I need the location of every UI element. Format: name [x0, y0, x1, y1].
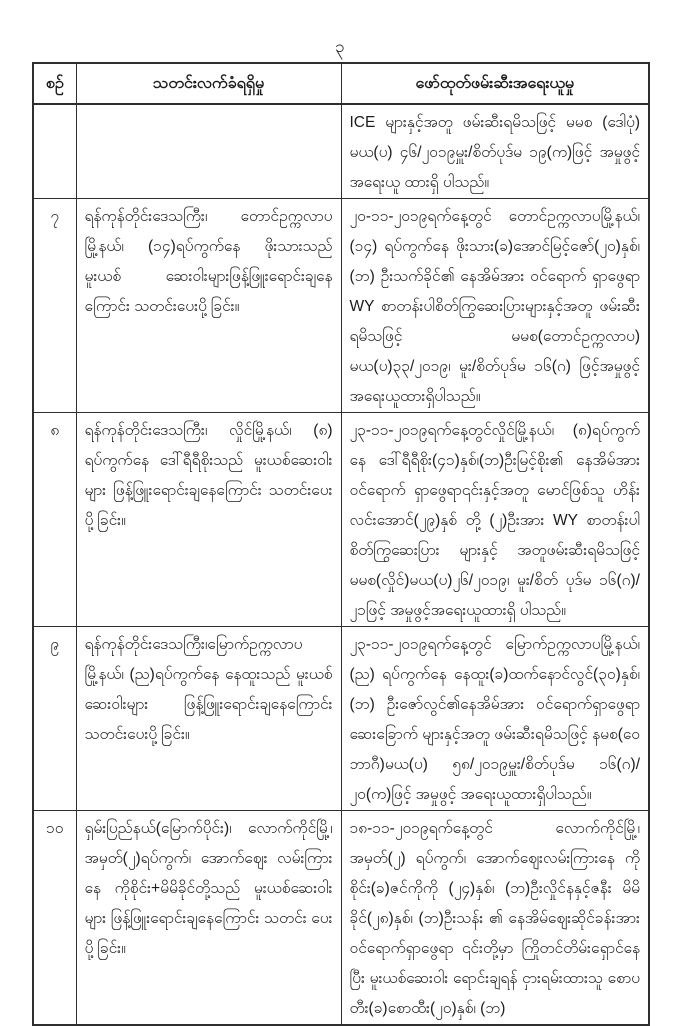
- news-received-cell: ရန်ကုန်တိုင်းဒေသကြီး၊ လှိုင်မြို့နယ်၊ (၈) ရပ်ကွက်နေ ဒေါ်ရီရီစိုးသည် မူးယစ်ဆေးဝါးများ ဖြန့်ဖြူးရောင်းချနေကြောင်း သတင်းပေးပို့ခြင်း။: [76, 413, 341, 627]
- serial-cell: ၇: [33, 199, 76, 413]
- column-header-serial: စဉ်: [33, 63, 76, 104]
- incident-report-table: [32, 62, 650, 1026]
- news-received-cell: ရန်ကုန်တိုင်းဒေသကြီး၊ တောင်ဥက္ကလာပ မြို့နယ်၊ (၁၄)ရပ်ကွက်နေ ဖိုးသားသည် မူးယစ် ဆေးဝါးများဖြန့်ဖြူးရောင်းချနေကြောင်း သတင်းပေးပို့ခြင်း။: [76, 199, 341, 413]
- column-header-action-taken: ဖော်ထုတ်ဖမ်းဆီးအရေးယူမှု: [341, 63, 649, 104]
- serial-cell: ၉: [33, 627, 76, 811]
- news-received-cell: ရှမ်းပြည်နယ်(မြောက်ပိုင်း)၊ လောက်ကိုင်မြို့၊ အမှတ်(၂)ရပ်ကွက်၊ အောက်ဈေး လမ်းကြား နေ ကိုစိုင်း+မိမိခိုင်တို့သည် မူးယစ်ဆေးဝါး များ ဖြန့်ဖြူးရောင်းချနေကြောင်း သတင်း ပေးပို့ခြင်း။: [76, 811, 341, 1026]
- news-received-cell: [76, 104, 341, 199]
- action-taken-cell: ၂၃-၁၁-၂၀၁၉ရက်နေ့တွင် မြောက်ဥက္ကလာပမြို့နယ်၊ (ည) ရပ်ကွက်နေ နေထူး(ခ)ထက်နောင်လွင်(၃၀)နှစ်၊ (ဘ) ဦးဇော်လွင်၏နေအိမ်အား ဝင်ရောက်ရှာဖွေရာ ဆေးခြောက် များနှင့်အတူ ဖမ်းဆီးရမိသဖြင့် နမစ(ဝေဘာဂီ)မယ(ပ) ၅၈/၂၀၁၉မှူး/စိတ်ပုဒ်မ ၁၆(ဂ)/၂၀(က)ဖြင့် အမှုဖွင့် အရေးယူထားရှိပါသည်။: [341, 627, 649, 811]
- serial-cell: ၈: [33, 413, 76, 627]
- table-row: [33, 627, 649, 811]
- action-taken-cell: ၂၃-၁၁-၂၀၁၉ရက်နေ့တွင်လှိုင်မြို့နယ်၊ (၈)ရပ်ကွက်နေ ဒေါ်ရီရီစိုး(၄၁)နှစ်၊(ဘ)ဦးမြင့်စိုး၏ နေအိမ်အား ဝင်ရောက် ရှာဖွေရာ၎င်းနှင့်အတူ မောင်ဖြစ်သူ ဟိန်းလင်းအောင်(၂၉)နှစ် တို့ (၂)ဦးအား WY စာတန်းပါ စိတ်ကြွဆေးပြား များနှင့် အတူဖမ်းဆီးရမိသဖြင့် မမစ(လှိုင်)မယ(ပ)၂၆/၂၀၁၉၊ မူး/စိတ် ပုဒ်မ ၁၆(ဂ)/၂၁ဖြင့် အမှုဖွင့်အရေးယူထားရှိ ပါသည်။: [341, 413, 649, 627]
- column-header-news-received: သတင်းလက်ခံရရှိမှု: [76, 63, 341, 104]
- table-row: [33, 104, 649, 199]
- table-row: [33, 413, 649, 627]
- serial-cell: ၁၀: [33, 811, 76, 1026]
- news-received-cell: ရန်ကုန်တိုင်းဒေသကြီး၊မြောက်ဥက္ကလာပ မြို့နယ်၊ (ည)ရပ်ကွက်နေ နေထူးသည် မူးယစ် ဆေးဝါးများ ဖြန့်ဖြူးရောင်းချနေကြောင်း သတင်းပေးပို့ခြင်း။: [76, 627, 341, 811]
- table-header-row: [33, 63, 649, 104]
- table-row: [33, 199, 649, 413]
- action-taken-cell: ၁၈-၁၁-၂၀၁၉ရက်နေ့တွင် လောက်ကိုင်မြို့၊ အမှတ်(၂) ရပ်ကွက်၊ အောက်ဈေးလမ်းကြားနေ ကိုစိုင်း(ခ)ဇင်ကိုကို (၂၄)နှစ်၊ (ဘ)ဦးလှိုင်နနှင့်ဇနီး မိမိခိုင်(၂၈)နှစ်၊ (ဘ)ဦးသန်း ၏ နေအိမ်ဈေးဆိုင်ခန်းအား ဝင်ရောက်ရှာဖွေရာ ၎င်းတို့မှာ ကြိုတင်တိမ်းရှောင်နေပြီး မူးယစ်ဆေးဝါး ရောင်းချရန် ငှားရမ်းထားသူ စောပတီး(ခ)စောထီး(၂၀)နှစ်၊ (ဘ): [341, 811, 649, 1026]
- action-taken-cell: ICE များနှင့်အတူ ဖမ်းဆီးရမိသဖြင့် မမစ (ဒေါပုံ) မယ(ပ) ၄၆/၂၀၁၉မှူး/စိတ်ပုဒ်မ ၁၉(က)ဖြင့် အမှုဖွင့် အရေးယူ ထားရှိ ပါသည်။: [341, 104, 649, 199]
- table-row: [33, 811, 649, 1026]
- serial-cell: [33, 104, 76, 199]
- action-taken-cell: ၂၀-၁၁-၂၀၁၉ရက်နေ့တွင် တောင်ဥက္ကလာပမြို့နယ်၊ (၁၄) ရပ်ကွက်နေ ဖိုးသား(ခ)အောင်မြင့်ဇော်(၂၀)နှစ်၊ (ဘ) ဦးသက်ခိုင်၏ နေအိမ်အား ဝင်ရောက် ရှာဖွေရာ WY စာတန်းပါစိတ်ကြွဆေးပြားများနှင့်အတူ ဖမ်းဆီးရမိသဖြင့် မမစ(တောင်ဥက္ကလာပ) မယ(ပ)၃၃/၂၀၁၉၊ မူး/စိတ်ပုဒ်မ ၁၆(ဂ) ဖြင့်အမှုဖွင့် အရေးယူထားရှိပါသည်။: [341, 199, 649, 413]
- page-number: ၃: [335, 37, 345, 56]
